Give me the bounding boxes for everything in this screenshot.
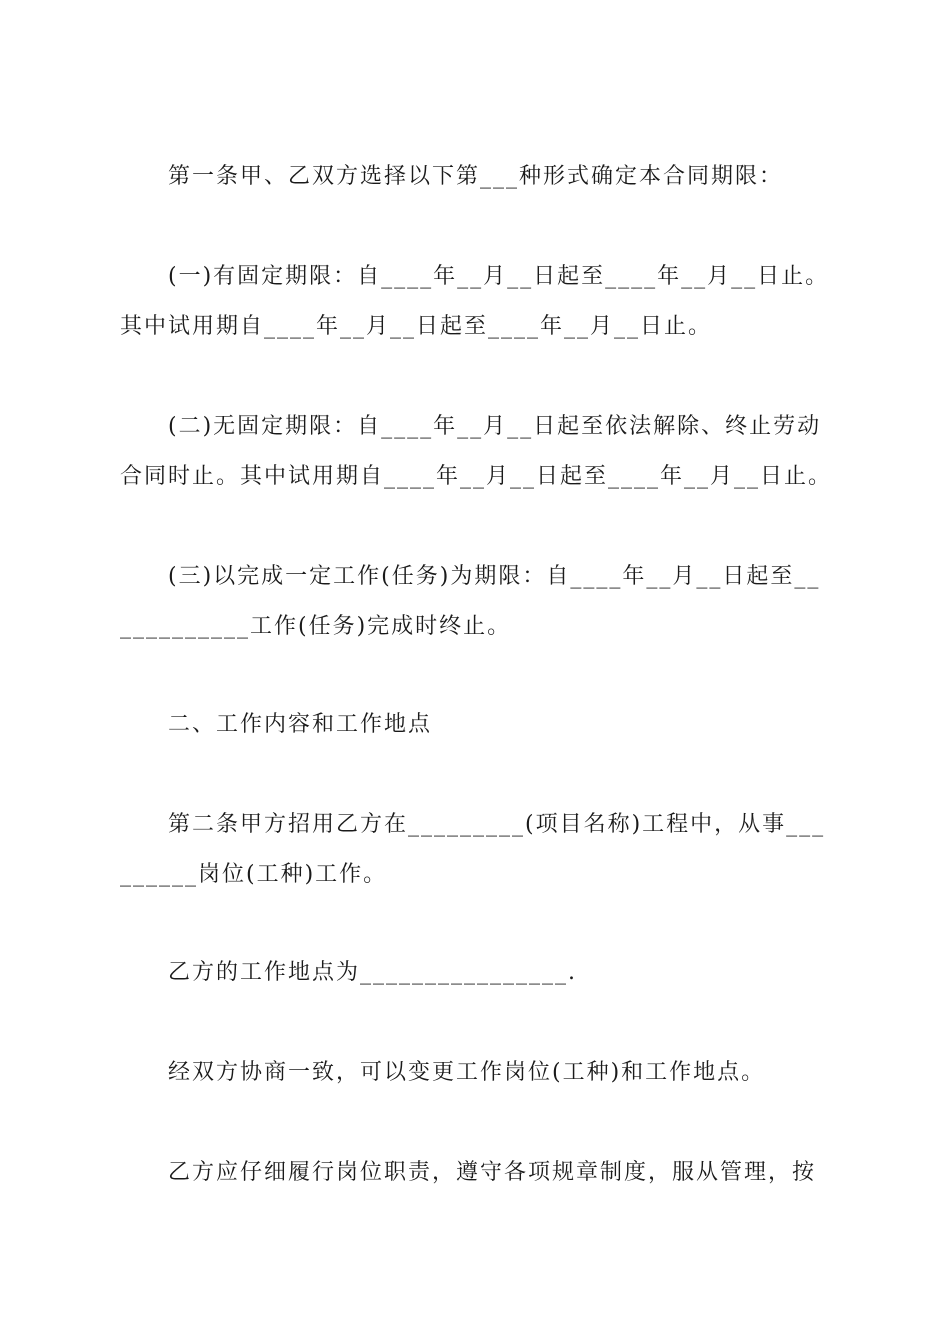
clause-2-job-position: 第二条甲方招用乙方在_________(项目名称)工程中，从事_________岗位(工种)工作。	[120, 812, 826, 887]
change-by-agreement: 经双方协商一致，可以变更工作岗位(工种)和工作地点。	[168, 1060, 766, 1085]
duty-obligations: 乙方应仔细履行岗位职责，遵守各项规章制度，服从管理，按	[168, 1160, 817, 1185]
term-option-fixed: (一)有固定期限：自____年__月__日起至____年__月__日止。其中试用期自____年__月__日起至____年__月__日止。	[120, 264, 830, 339]
term-option-open-ended: (二)无固定期限：自____年__月__日起至依法解除、终止劳动合同时止。其中试用期自____年__月__日起至____年__月__日止。	[120, 414, 833, 489]
clause-1-term-choice: 第一条甲、乙双方选择以下第___种形式确定本合同期限：	[168, 164, 784, 189]
work-location: 乙方的工作地点为________________.	[168, 960, 577, 985]
section-heading-work-content: 二、工作内容和工作地点	[168, 712, 433, 737]
term-option-task-based: (三)以完成一定工作(任务)为期限：自____年__月__日起至____________工作(任务)完成时终止。	[120, 564, 821, 639]
